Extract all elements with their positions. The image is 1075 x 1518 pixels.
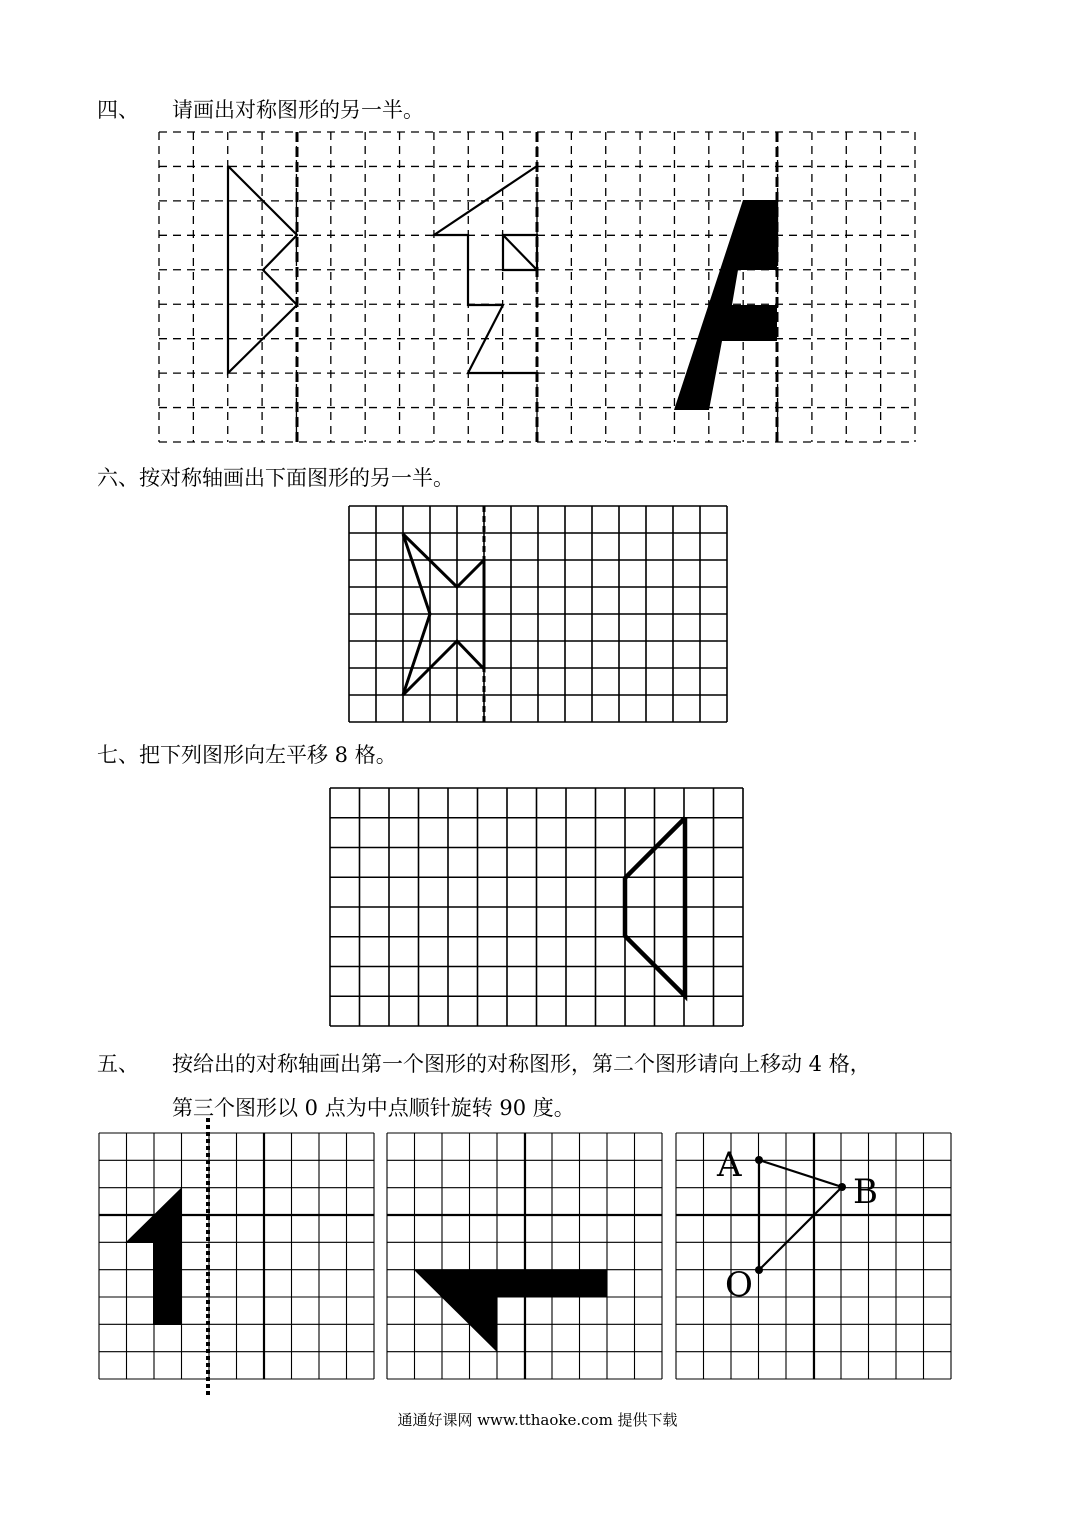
half-shape-letter-a — [674, 200, 777, 410]
section-text: 按对称轴画出下面图形的另一半。 — [139, 466, 454, 490]
point-b-label: B — [853, 1172, 878, 1212]
section-number: 五、 — [97, 1052, 139, 1076]
footer-text: 通通好课网 www.tthaoke.com 提供下载 — [397, 1411, 678, 1429]
point-a-label: A — [717, 1145, 742, 1185]
section-text: 请画出对称图形的另一半。 — [172, 98, 424, 122]
section-5-heading-line2: 第三个图形以 0 点为中点顺针旋转 90 度。 — [172, 1096, 575, 1120]
section-number: 七、 — [97, 743, 139, 767]
section-number: 四、 — [97, 98, 139, 122]
point-o-dot — [755, 1266, 763, 1274]
grid-section-5-left[interactable] — [99, 1133, 374, 1379]
point-b-dot — [838, 1183, 846, 1191]
section-number: 六、 — [97, 466, 139, 490]
section-text: 按给出的对称轴画出第一个图形的对称图形，第二个图形请向上移动 4 格， — [172, 1052, 871, 1076]
point-a-dot — [755, 1156, 763, 1164]
shape-number-one — [125, 1188, 181, 1325]
point-o-label: O — [725, 1265, 753, 1305]
shape-flag — [414, 1270, 607, 1352]
grid-section-5-middle[interactable] — [387, 1133, 662, 1379]
section-text: 把下列图形向左平移 8 格。 — [139, 743, 397, 767]
